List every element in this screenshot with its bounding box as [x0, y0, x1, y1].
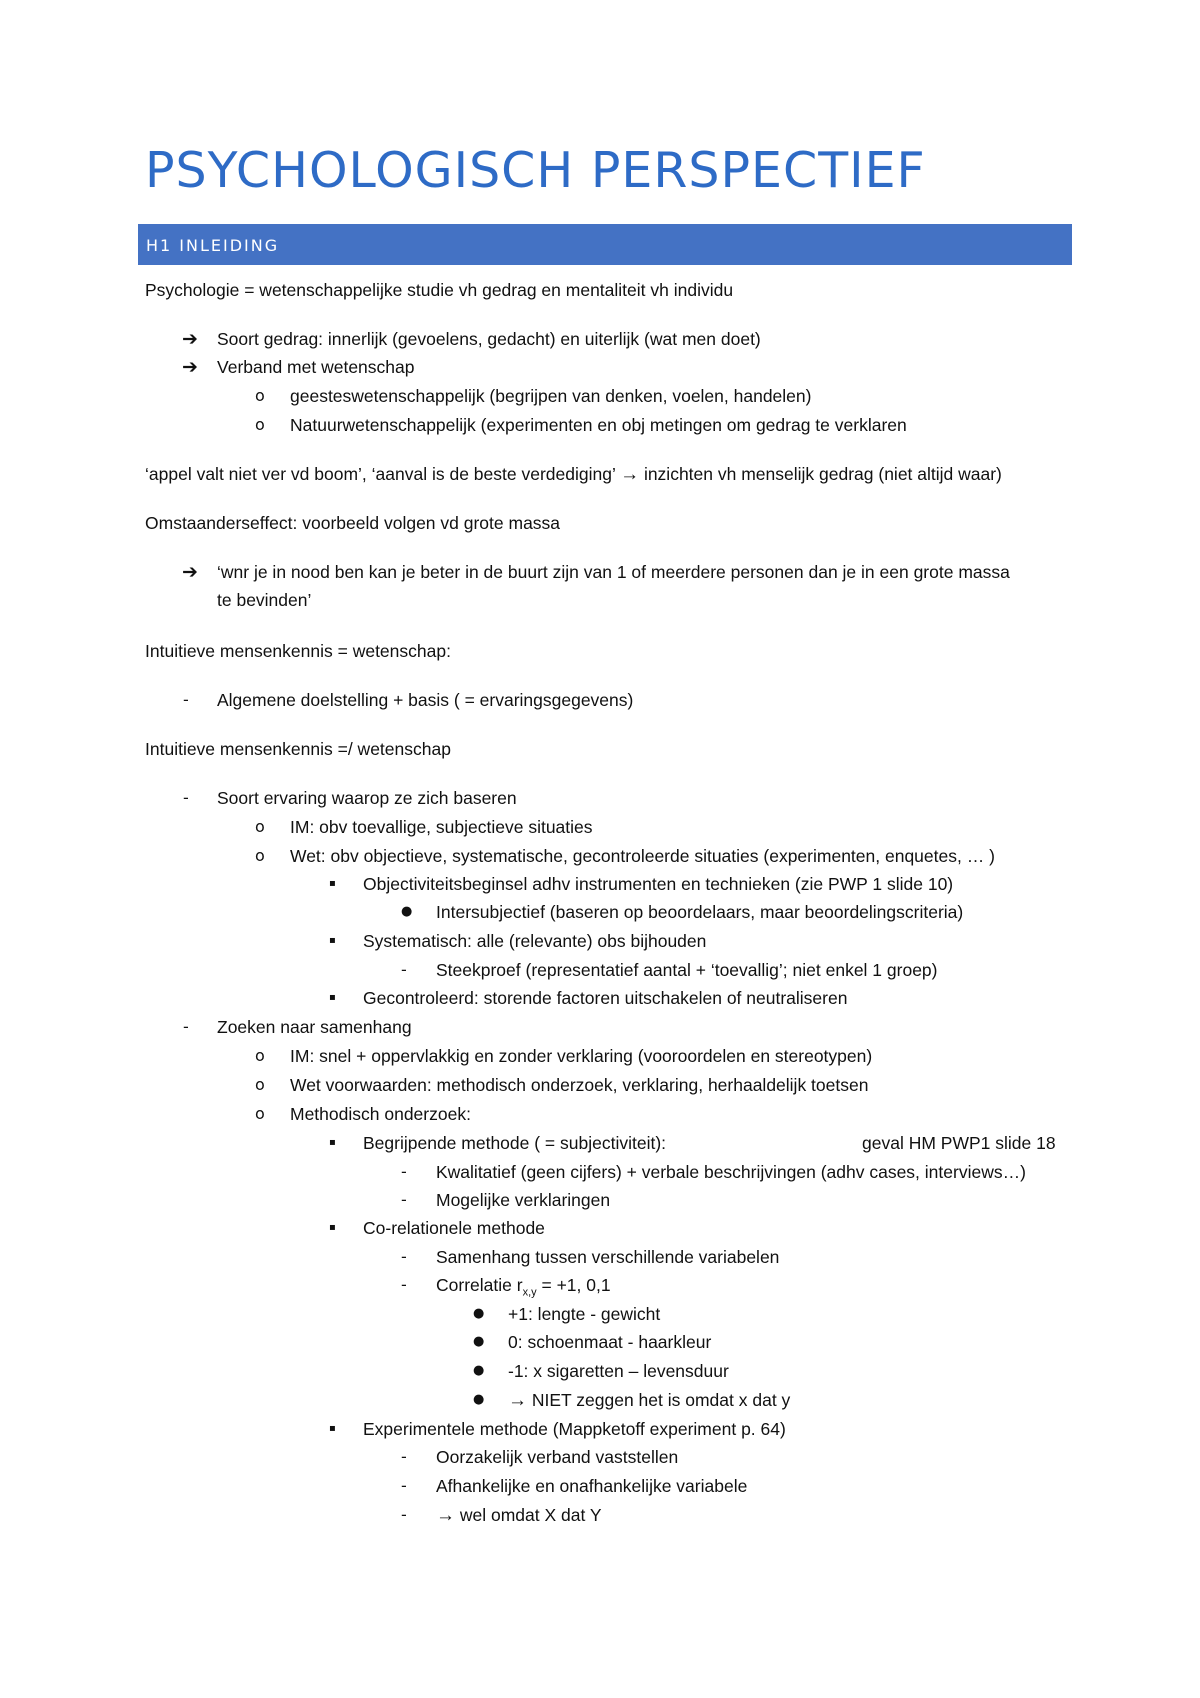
dot-bullet-icon: ●	[473, 1306, 485, 1321]
square-bullet-icon: ▪	[329, 878, 336, 889]
circle-bullet-icon: o	[255, 817, 265, 836]
right-arrow-icon: →	[508, 1390, 527, 1411]
list-item: -1: x sigaretten – levensduur	[508, 1361, 729, 1381]
square-bullet-icon: ▪	[329, 1137, 336, 1148]
dash-bullet-icon: -	[401, 1275, 407, 1294]
list-item: Objectiviteitsbeginsel adhv instrumenten en technieken (zie PWP 1 slide 10)	[363, 874, 954, 894]
correlation-values: = +1, 0,1	[536, 1275, 611, 1295]
list-item: Afhankelijke en onafhankelijke variabele	[436, 1476, 748, 1496]
dash-bullet-icon: -	[401, 1447, 407, 1466]
list-item	[508, 1389, 790, 1412]
circle-bullet-icon: o	[255, 386, 265, 405]
correlation-label: Correlatie r	[436, 1275, 523, 1295]
dot-bullet-icon: ●	[473, 1392, 485, 1407]
list-item: Natuurwetenschappelijk (experimenten en obj metingen om gedrag te verklaren	[290, 415, 907, 435]
dash-bullet-icon: -	[401, 960, 407, 979]
square-bullet-icon: ▪	[329, 992, 336, 1003]
list-item: Samenhang tussen verschillende variabelen	[436, 1247, 780, 1267]
circle-bullet-icon: o	[255, 1075, 265, 1094]
list-item: Wet: obv objectieve, systematische, gecontroleerde situaties (experimenten, enquetes, … )	[290, 846, 995, 866]
definition-line: Psychologie = wetenschappelijke studie vh gedrag en mentaliteit vh individu	[145, 280, 734, 300]
list-item: Begrijpende methode ( = subjectiviteit):	[363, 1133, 667, 1153]
circle-bullet-icon: o	[255, 846, 265, 865]
dash-bullet-icon: -	[401, 1476, 407, 1495]
square-bullet-icon: ▪	[329, 1423, 336, 1434]
list-item: Zoeken naar samenhang	[217, 1017, 412, 1037]
paragraph: Intuitieve mensenkennis = wetenschap:	[145, 641, 451, 661]
paragraph: Omstaanderseffect: voorbeeld volgen vd grote massa	[145, 513, 561, 533]
list-item: Steekproef (representatief aantal + ‘toevallig’; niet enkel 1 groep)	[436, 960, 938, 980]
list-item: +1: lengte - gewicht	[508, 1304, 661, 1324]
list-item: Co-relationele methode	[363, 1218, 545, 1238]
list-item: Algemene doelstelling + basis ( = ervaringsgegevens)	[217, 690, 634, 710]
right-arrow-icon: →	[620, 464, 640, 485]
dash-bullet-icon: -	[183, 690, 189, 709]
list-item: Systematisch: alle (relevante) obs bijhouden	[363, 931, 707, 951]
circle-bullet-icon: o	[255, 1046, 265, 1065]
list-item: ‘wnr je in nood ben kan je beter in de buurt zijn van 1 of meerdere personen dan je in een grote massa	[217, 562, 1010, 582]
circle-bullet-icon: o	[255, 415, 265, 434]
list-item: Kwalitatief (geen cijfers) + verbale beschrijvingen (adhv cases, interviews…)	[436, 1162, 1026, 1182]
proverb-line	[145, 463, 1002, 486]
right-arrow-icon: →	[436, 1505, 455, 1526]
dash-bullet-icon: -	[401, 1162, 407, 1181]
list-item: Soort ervaring waarop ze zich baseren	[217, 788, 517, 808]
dash-bullet-icon: -	[401, 1247, 407, 1266]
proverb-text: ‘appel valt niet ver vd boom’, ‘aanval is de beste verdediging’	[145, 464, 616, 484]
list-item: IM: obv toevallige, subjectieve situaties	[290, 817, 593, 837]
list-item: Methodisch onderzoek:	[290, 1104, 471, 1124]
list-item: Verband met wetenschap	[217, 357, 415, 377]
square-bullet-icon: ▪	[329, 1222, 336, 1233]
list-item-text: NIET zeggen het is omdat x dat y	[531, 1390, 791, 1410]
list-item: 0: schoenmaat - haarkleur	[508, 1332, 712, 1352]
list-item: Soort gedrag: innerlijk (gevoelens, gedacht) en uiterlijk (wat men doet)	[217, 329, 761, 349]
proverb-insight: inzichten vh menselijk gedrag (niet altijd waar)	[643, 464, 1002, 484]
dash-bullet-icon: -	[401, 1190, 407, 1209]
dash-bullet-icon: -	[183, 1017, 189, 1036]
arrow-bullet-icon: ➔	[182, 561, 198, 583]
list-item: Gecontroleerd: storende factoren uitschakelen of neutraliseren	[363, 988, 848, 1008]
list-item-continuation: te bevinden’	[217, 590, 312, 610]
dot-bullet-icon: ●	[473, 1334, 485, 1349]
list-item: Wet voorwaarden: methodisch onderzoek, verklaring, herhaaldelijk toetsen	[290, 1075, 869, 1095]
list-item	[436, 1274, 611, 1304]
paragraph: Intuitieve mensenkennis =/ wetenschap	[145, 739, 451, 759]
list-item	[436, 1504, 602, 1527]
dot-bullet-icon: ●	[473, 1363, 485, 1378]
list-item: Intersubjectief (baseren op beoordelaars, maar beoordelingscriteria)	[436, 902, 964, 922]
document-title: PSYCHOLOGISCH PERSPECTIEF	[145, 142, 926, 199]
dash-bullet-icon: -	[183, 788, 189, 807]
list-item: Experimentele methode (Mappketoff experiment p. 64)	[363, 1419, 786, 1439]
arrow-bullet-icon: ➔	[182, 328, 198, 350]
list-item: Oorzakelijk verband vaststellen	[436, 1447, 679, 1467]
circle-bullet-icon: o	[255, 1104, 265, 1123]
list-item: IM: snel + oppervlakkig en zonder verklaring (vooroordelen en stereotypen)	[290, 1046, 873, 1066]
correlation-subscript: x,y	[522, 1286, 537, 1299]
section-heading-bar	[138, 224, 1072, 265]
list-item: geesteswetenschappelijk (begrijpen van denken, voelen, handelen)	[290, 386, 812, 406]
list-item-note: geval HM PWP1 slide 18	[862, 1133, 1056, 1153]
list-item: Mogelijke verklaringen	[436, 1190, 611, 1210]
section-heading: H1 INLEIDING	[146, 236, 280, 255]
dot-bullet-icon: ●	[401, 904, 413, 919]
square-bullet-icon: ▪	[329, 935, 336, 946]
arrow-bullet-icon: ➔	[182, 356, 198, 378]
dash-bullet-icon: -	[401, 1505, 407, 1524]
list-item-text: wel omdat X dat Y	[459, 1505, 602, 1525]
